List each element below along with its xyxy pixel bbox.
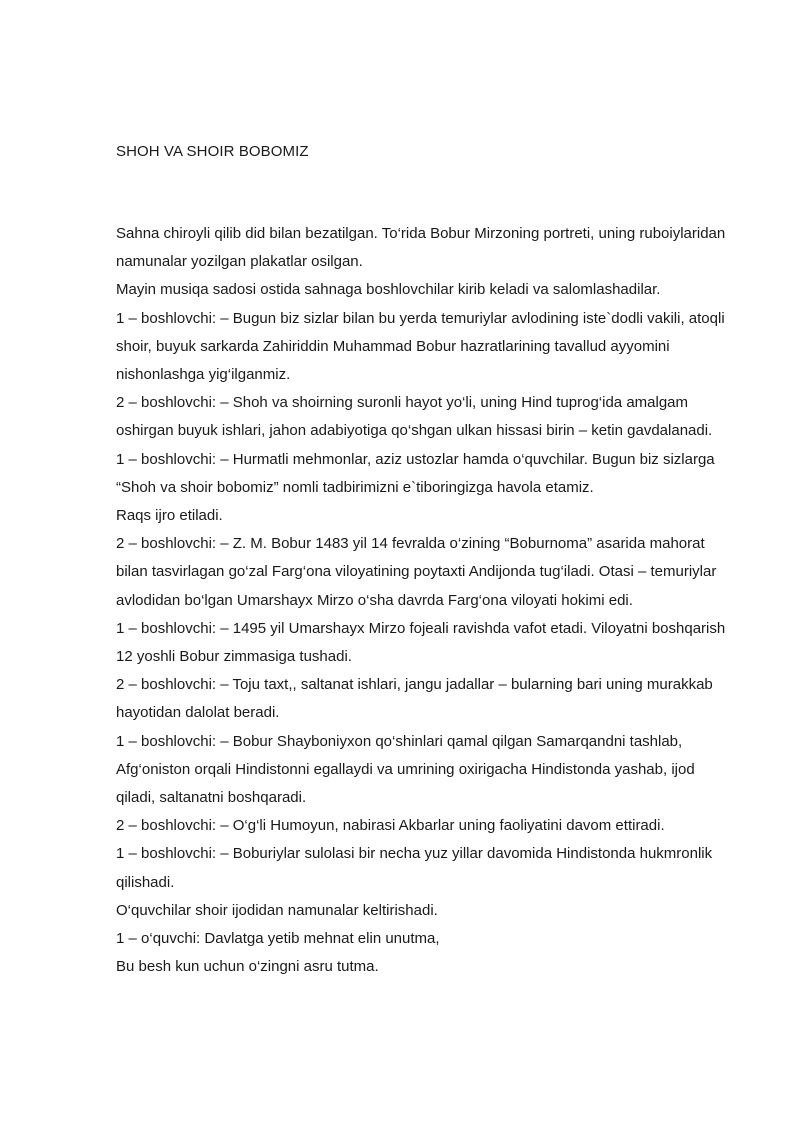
paragraph: 1 – boshlovchi: – Bobur Shayboniyxon qo‘shinlari qamal qilgan Samarqandni tashlab, Afg‘oniston orqali Hindistonni egallaydi va umrining oxirigacha Hindistonda yashab, ijod qiladi, saltanatni boshqaradi.	[116, 732, 695, 807]
paragraph: 2 – boshlovchi: – Z. M. Bobur 1483 yil 14 fevralda o‘zining “Boburnoma” asarida mahorat bilan tasvirlagan go‘zal Farg‘ona viloyatining poytaxti Andijonda tug‘iladi. Otasi – temuriylar avlodidan bo‘lgan Umarshayx Mirzo o‘sha davrda Farg‘ona viloyati hokimi edi.	[116, 535, 717, 609]
document-body	[116, 220, 736, 981]
paragraph: O‘quvchilar shoir ijodidan namunalar keltirishadi.	[116, 901, 438, 919]
paragraph: Sahna chiroyli qilib did bilan bezatilgan. To‘rida Bobur Mirzoning portreti, uning ruboiylaridan namunalar yozilgan plakatlar osilgan.	[116, 225, 726, 271]
paragraph: 2 – boshlovchi: – O‘g‘li Humoyun, nabirasi Akbarlar uning faoliyatini davom ettiradi.	[116, 817, 665, 835]
paragraph: 1 – boshlovchi: – 1495 yil Umarshayx Mirzo fojeali ravishda vafot etadi. Viloyatni boshqarish 12 yoshli Bobur zimmasiga tushadi.	[116, 619, 726, 666]
paragraph: 1 – boshlovchi: – Bugun biz sizlar bilan bu yerda temuriylar avlodining iste`dodli vakili, atoqli shoir, buyuk sarkarda Zahiriddin Muhammad Bobur hazratlarining tavallud ayyomini nishonlashga yig‘ilganmiz.	[116, 309, 725, 384]
paragraph: 2 – boshlovchi: – Toju taxt,, saltanat ishlari, jangu jadallar – bularning bari uning murakkab hayotidan dalolat beradi.	[116, 676, 713, 722]
paragraph: 2 – boshlovchi: – Shoh va shoirning suronli hayot yo‘li, uning Hind tuprog‘ida amalgam oshirgan buyuk ishlari, jahon adabiyotiga qo‘shgan ulkan hissasi birin – ketin gavdalanadi.	[116, 394, 713, 440]
paragraph: Raqs ijro etiladi.	[116, 507, 223, 525]
paragraph: 1 – o‘quvchi: Davlatga yetib mehnat elin unutma,	[116, 930, 440, 948]
document-title: SHOH VA SHOIR BOBOMIZ	[116, 143, 309, 160]
paragraph: Bu besh kun uchun o‘zingni asru tutma.	[116, 958, 379, 976]
paragraph: 1 – boshlovchi: – Hurmatli mehmonlar, aziz ustozlar hamda o‘quvchilar. Bugun biz sizlarga “Shoh va shoir bobomiz” nomli tadbirimizni e`tiboringizga havola etamiz.	[116, 450, 715, 496]
paragraph: Mayin musiqa sadosi ostida sahnaga boshlovchilar kirib keladi va salomlashadilar.	[116, 281, 661, 299]
paragraph: 1 – boshlovchi: – Boburiylar sulolasi bir necha yuz yillar davomida Hindistonda hukmronlik qilishadi.	[116, 845, 713, 891]
